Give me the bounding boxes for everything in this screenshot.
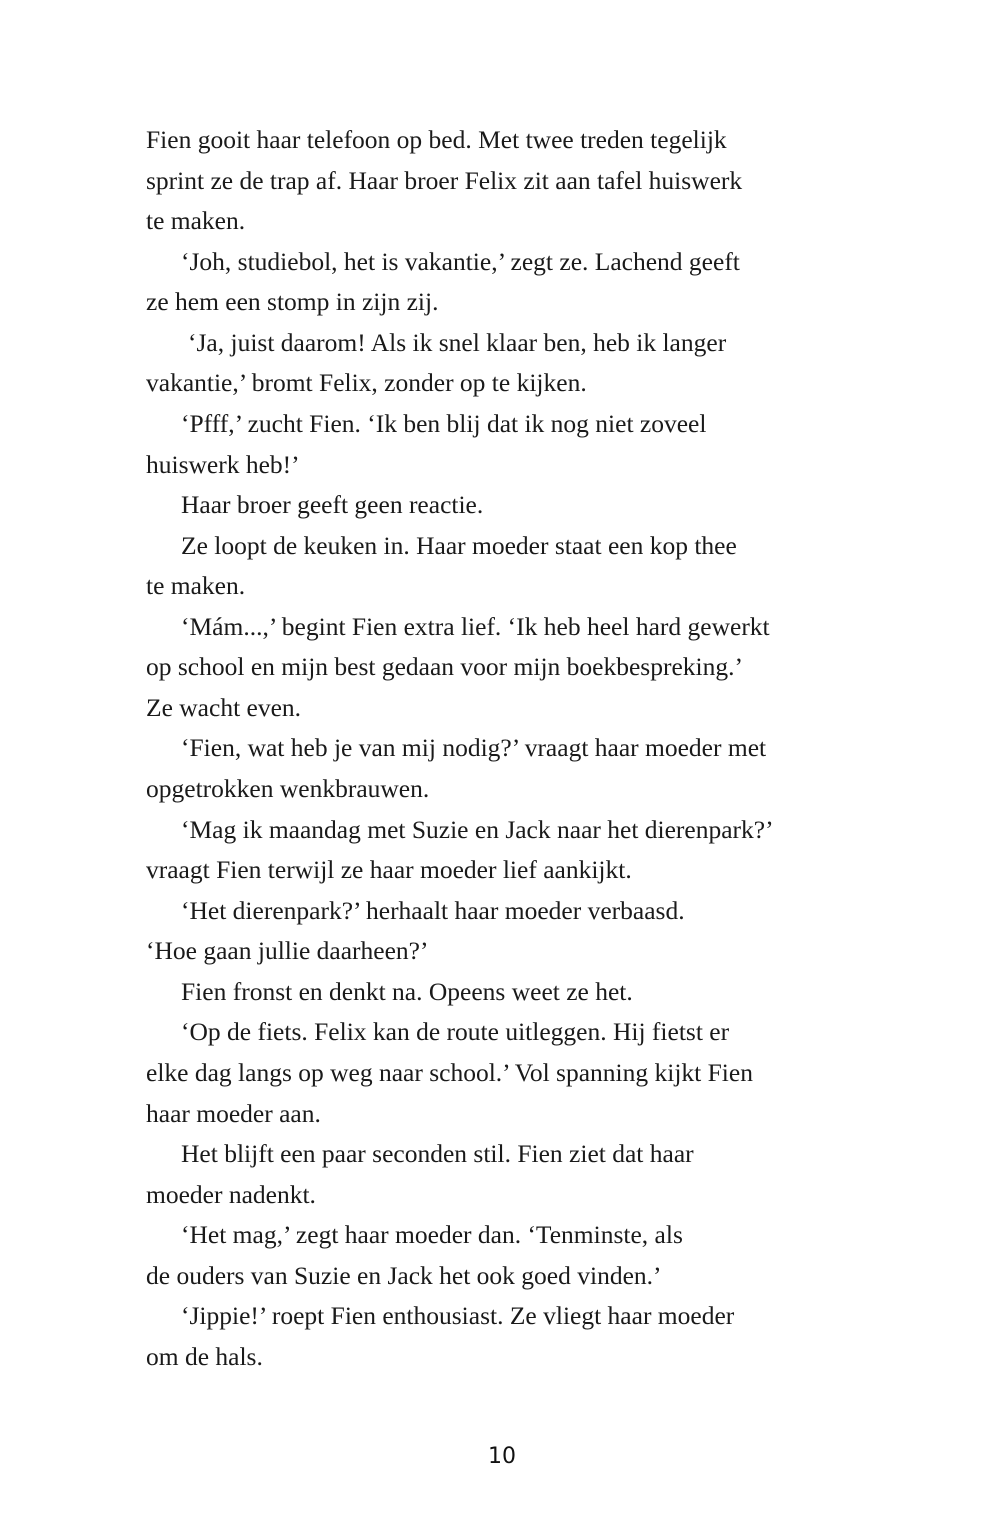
text-line: vraagt Fien terwijl ze haar moeder lief aankijkt. (146, 855, 632, 885)
text-line: ‘Het mag,’ zegt haar moeder dan. ‘Tenminste, als (181, 1220, 683, 1250)
text-line: huiswerk heb!’ (146, 449, 300, 479)
text-line: Ze loopt de keuken in. Haar moeder staat een kop thee (181, 530, 737, 560)
text-line: sprint ze de trap af. Haar broer Felix zit aan tafel huiswerk (146, 165, 743, 195)
text-line: te maken. (146, 571, 246, 601)
text-line: Ze wacht even. (146, 692, 302, 722)
text-line: opgetrokken wenkbrauwen. (146, 774, 430, 803)
text-line: de ouders van Suzie en Jack het ook goed vinden.’ (146, 1260, 662, 1290)
text-line: ‘Fien, wat heb je van mij nodig?’ vraagt haar moeder met (181, 733, 767, 763)
text-line: moeder nadenkt. (146, 1179, 316, 1209)
text-line: te maken. (146, 206, 246, 236)
text-line: Fien gooit haar telefoon op bed. Met twee treden tegelijk (146, 125, 727, 154)
page-number: 10 (488, 1444, 516, 1469)
text-line: ‘Mám...,’ begint Fien extra lief. ‘Ik heb heel hard gewerkt (181, 611, 770, 641)
body-text (146, 120, 866, 1377)
text-line: Het blijft een paar seconden stil. Fien ziet dat haar (181, 1139, 694, 1169)
text-line: ‘Hoe gaan jullie daarheen?’ (146, 936, 429, 966)
text-line: Haar broer geeft geen reactie. (181, 490, 484, 520)
text-line: ‘Mag ik maandag met Suzie en Jack naar het dierenpark?’ (181, 814, 774, 844)
text-line: ‘Joh, studiebol, het is vakantie,’ zegt ze. Lachend geeft (181, 246, 740, 276)
text-line: om de hals. (146, 1341, 263, 1371)
text-line: Fien fronst en denkt na. Opeens weet ze het. (181, 976, 633, 1006)
text-line: elke dag langs op weg naar school.’ Vol spanning kijkt Fien (146, 1057, 753, 1087)
text-line: vakantie,’ bromt Felix, zonder op te kijken. (146, 368, 587, 398)
text-line: ‘Jippie!’ roept Fien enthousiast. Ze vliegt haar moeder (181, 1301, 735, 1331)
text-line: ‘Het dierenpark?’ herhaalt haar moeder verbaasd. (181, 895, 685, 925)
text-line: ‘Pfff,’ zucht Fien. ‘Ik ben blij dat ik nog niet zoveel (181, 408, 707, 438)
text-line: ‘Ja, juist daarom! Als ik snel klaar ben, heb ik langer (188, 327, 727, 357)
text-line: haar moeder aan. (146, 1098, 321, 1128)
text-line: ‘Op de fiets. Felix kan de route uitleggen. Hij fietst er (181, 1017, 730, 1047)
text-line: ze hem een stomp in zijn zij. (146, 287, 439, 317)
text-line: op school en mijn best gedaan voor mijn boekbespreking.’ (146, 652, 743, 682)
